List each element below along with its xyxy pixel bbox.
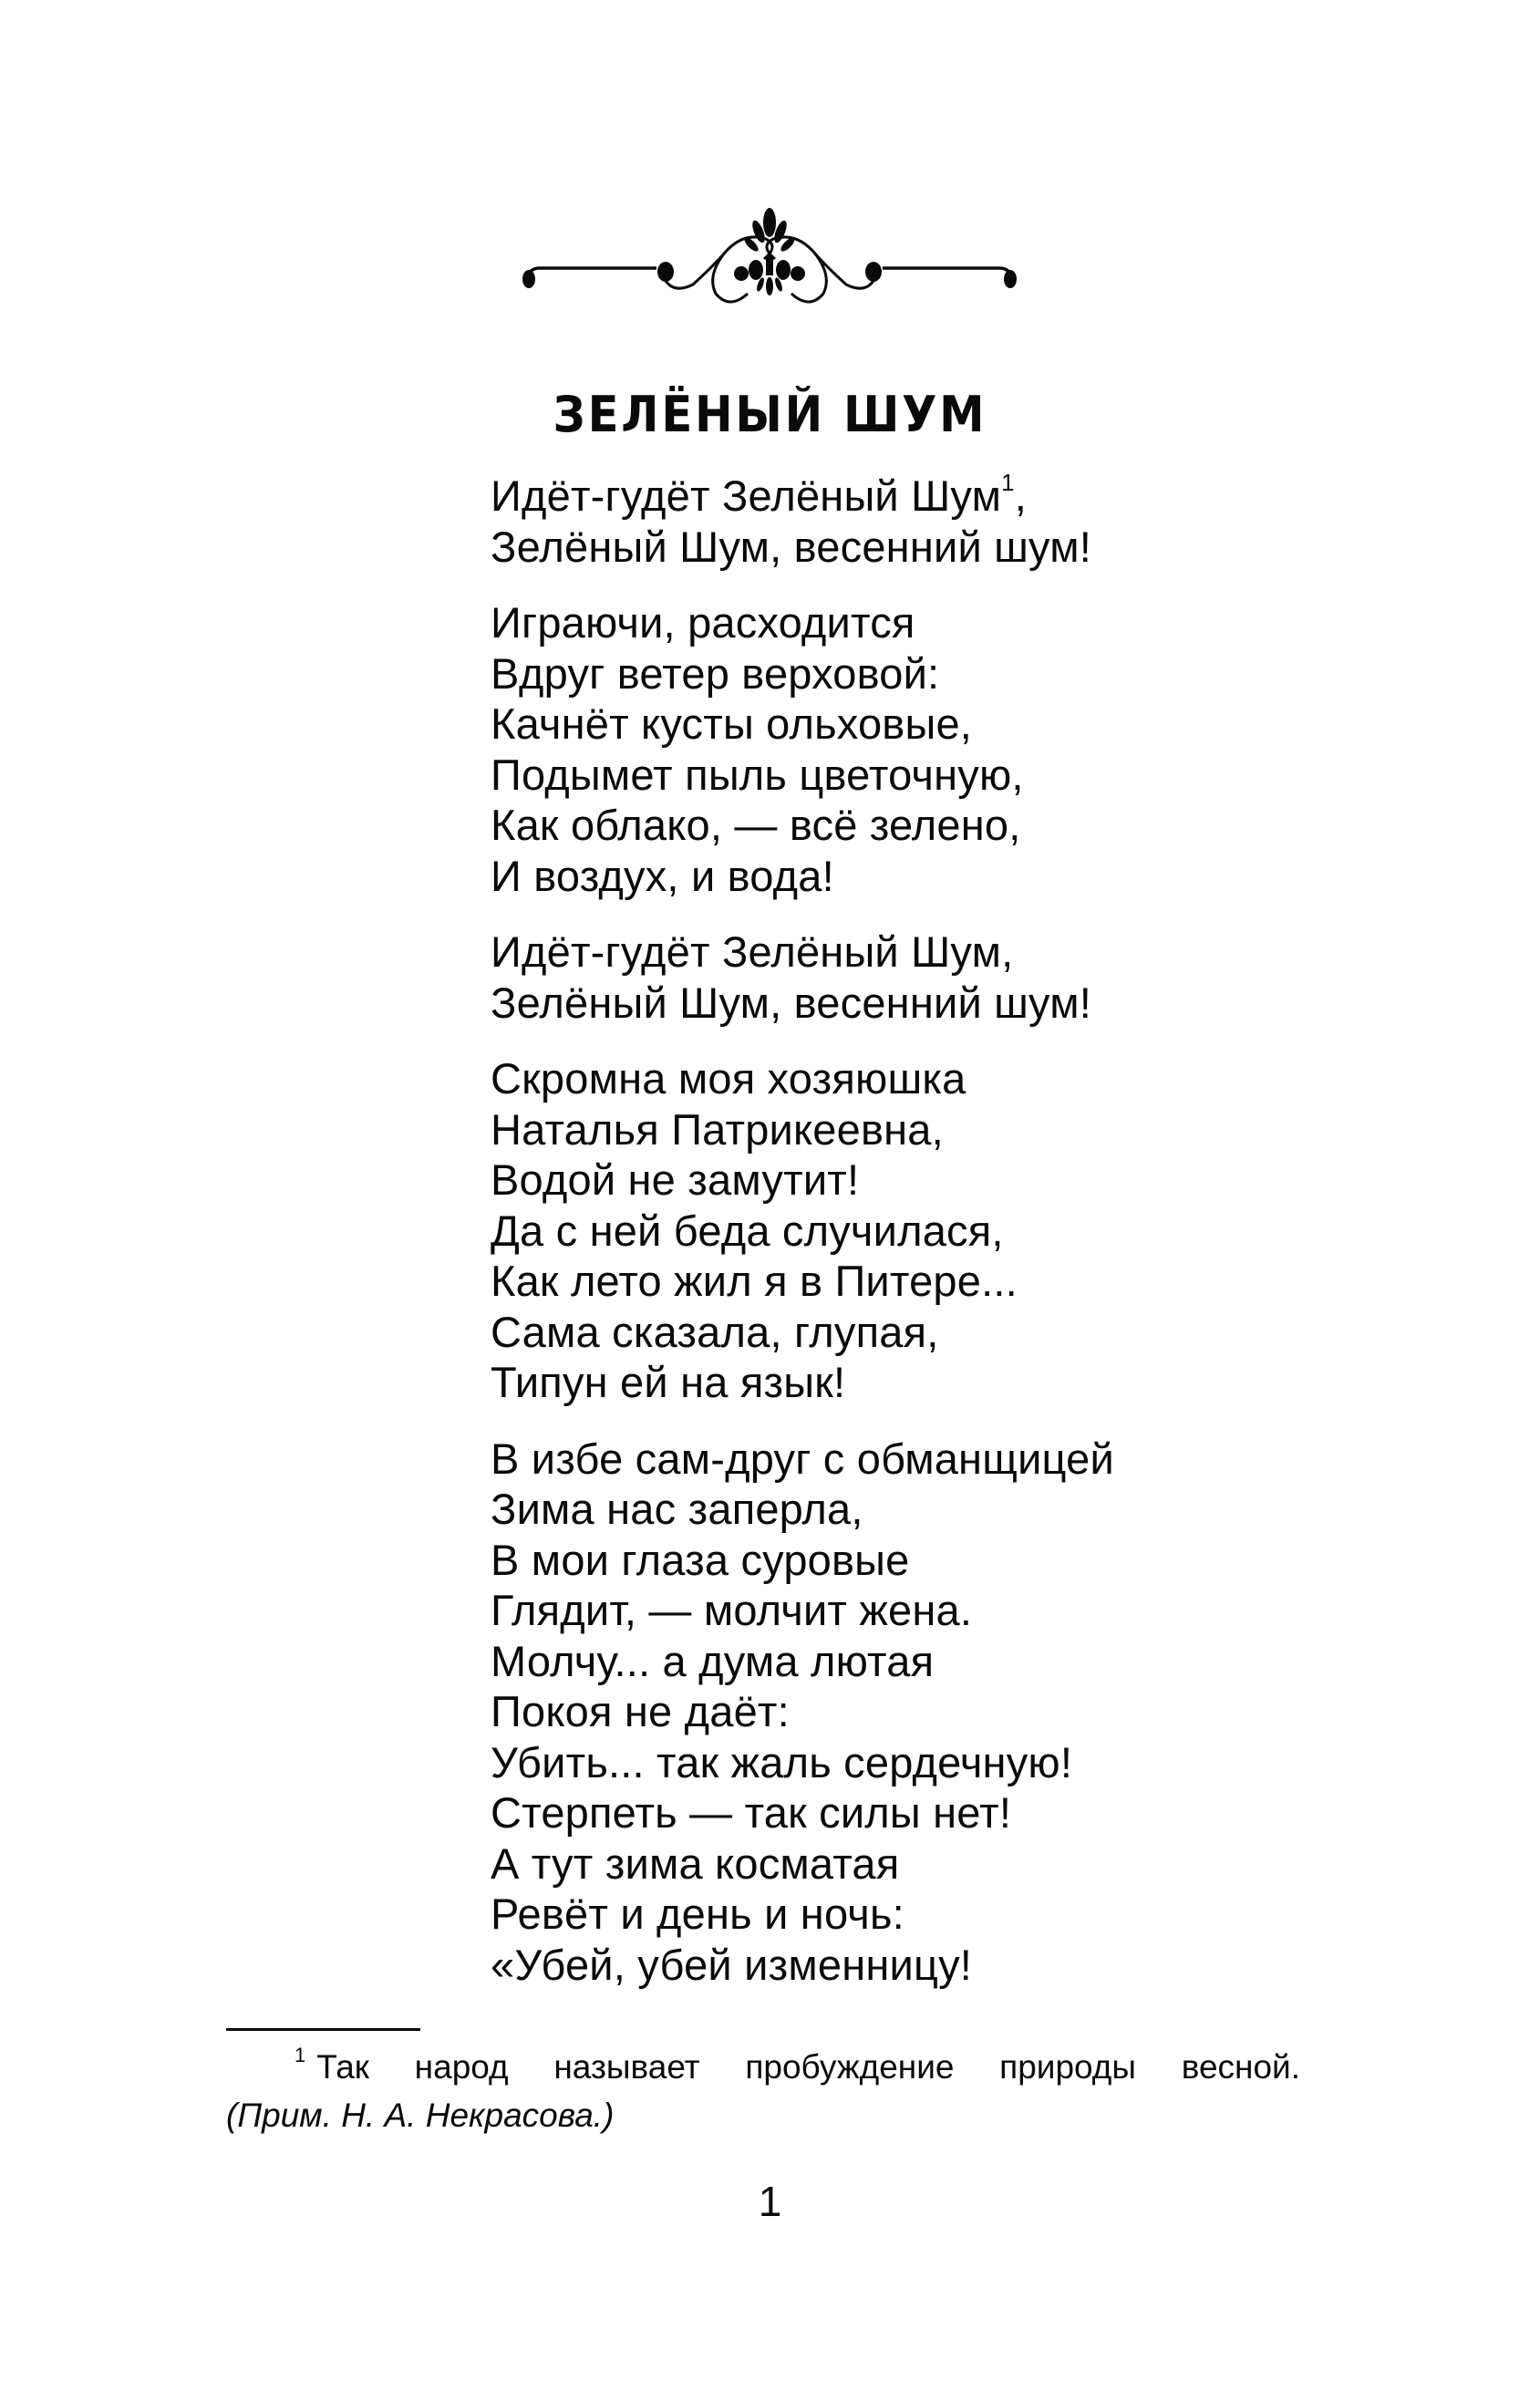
poem-line: Типун ей на язык! (491, 1358, 846, 1406)
poem-line: И воздух, и вода! (491, 851, 834, 900)
page-number: 1 (758, 2178, 782, 2225)
poem-title: ЗЕЛЁНЫЙ ШУМ (553, 386, 987, 443)
poem-line: Зелёный Шум, весенний шум! (491, 522, 1092, 571)
poem-line: Зима нас заперла, (491, 1485, 863, 1533)
poem-line: Идёт-гудёт Зелёный Шум, (491, 927, 1014, 976)
poem-line: Ревёт и день и ночь: (491, 1890, 904, 1938)
poem-body (491, 471, 1220, 2015)
poem-line: Да с ней беда случилася, (491, 1206, 1004, 1255)
stanza-4 (491, 1053, 1220, 1408)
poem-line: Зелёный Шум, весенний шум! (491, 978, 1092, 1027)
poem-line: Как лето жил я в Питере... (491, 1257, 1018, 1305)
poem-line: В избе сам-друг с обманщицей (491, 1434, 1114, 1483)
footnote-text: $^1$ Так народ называет пробуждение природы весной. (295, 2044, 1300, 2086)
poem-line: Водой не замутит! (491, 1155, 860, 1204)
footnote-reference[interactable]: 1 (1001, 469, 1015, 496)
poem-line: А тут зима косматая (491, 1838, 900, 1888)
poem-line: Играючи, расходится (491, 598, 915, 647)
poem-line: Убить... так жаль сердечную! (491, 1737, 1073, 1786)
poem-line: Стерпеть — так силы нет! (491, 1788, 1012, 1837)
poem-line: Сама сказала, глупая, (491, 1307, 939, 1356)
stanza-2 (491, 597, 1220, 901)
footnote (226, 2043, 1300, 2139)
poem-line: «Убей, убей изменницу! (491, 1940, 973, 1989)
stanza-5 (491, 1434, 1220, 1991)
poem-line: Наталья Патрикеевна, (491, 1104, 944, 1154)
poem-line: Покоя не даёт: (491, 1687, 790, 1735)
stanza-3 (491, 927, 1220, 1028)
poem-line: Идёт-гудёт Зелёный Шум$^1$, (491, 469, 1028, 520)
poem-line: В мои глаза суровые (491, 1535, 910, 1584)
poem-line: Подымет пыль цветочную, (491, 750, 1024, 799)
poem-line: Как облако, — всё зелено, (491, 801, 1021, 849)
footnote-marker: 1 (295, 2044, 306, 2066)
poem-line: Молчу... а дума лютая (491, 1636, 935, 1685)
stanza-1 (491, 471, 1220, 572)
decorative-flourish-divider-icon (520, 202, 1019, 305)
poem-line: Скромна моя хозяюшка (491, 1054, 966, 1103)
poem-line: Глядит, — молчит жена. (491, 1586, 973, 1634)
footnote-separator-rule (226, 2028, 420, 2031)
poem-line: Вдруг ветер верховой: (491, 648, 940, 698)
poem-line: Качнёт кусты ольховые, (491, 699, 973, 748)
footnote-attribution: (Прим. Н. А. Некрасова.) (226, 2097, 615, 2134)
